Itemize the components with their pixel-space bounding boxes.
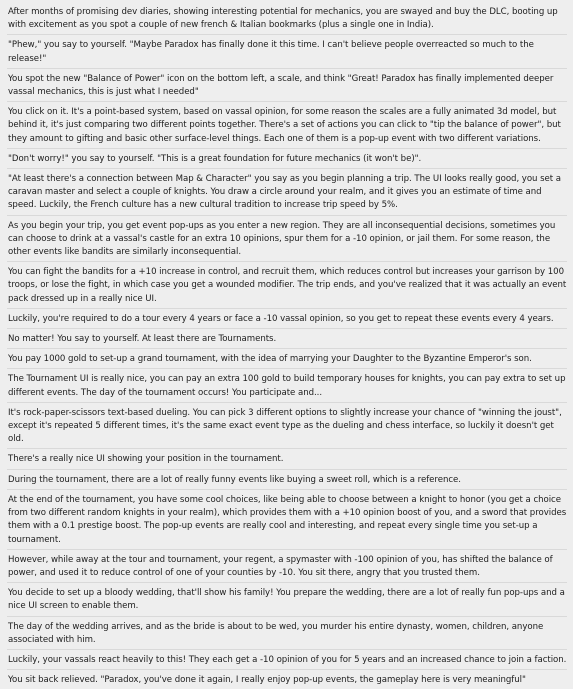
story-paragraph: After months of promising dev diaries, showing interesting potential for mechanics, you are swayed and buy the DLC, booting up with excitement as you spot a couple of new french & Italian bookmarks (plus a single one in India). (7, 6, 567, 35)
story-paragraph: As you begin your trip, you get event pop-ups as you enter a new region. They are all inconsequential decisions, sometimes you can choose to drink at a vassal's castle for an extra 10 opinions, spur them for a -10 opinion, or jail them. For some reason, the other events like bandits are similarly inconsequential. (7, 220, 567, 263)
story-paragraph: The day of the wedding arrives, and as the bride is about to be wed, you murder his entire dynasty, women, children, anyone associated with him. (7, 621, 567, 650)
story-paragraph: It's rock-paper-scissors text-based dueling. You can pick 3 different options to slightly increase your chance of "winning the joust", except it's repeated 5 different times, it's the same exact event type as the dueling and chess interface, so luckily it doesn't get old. (7, 407, 567, 450)
story-paragraph: "Don't worry!" you say to yourself. "This is a great foundation for future mechanics (it won't be)". (7, 153, 567, 169)
story-paragraph: At the end of the tournament, you have some cool choices, like being able to choose between a knight to honor (you get a choice from two different random knights in your realm), which provides them with a +10 opinion boost of you, and a sword that provides them with a 0.1 prestige boost. The pop-up events are really cool and interesting, and repeat every single time you set-up a tournament. (7, 494, 567, 550)
story-paragraph: However, while away at the tour and tournament, your regent, a spymaster with -100 opinion of you, has shifted the balance of power, and used it to reduce control of one of your counties by -10. You sit there, angry that you trusted them. (7, 554, 567, 583)
story-paragraph: Luckily, you're required to do a tour every 4 years or face a -10 vassal opinion, so you get to repeat these events every 4 years. (7, 313, 567, 329)
story-paragraph: During the tournament, there are a lot of really funny events like buying a sweet roll, which is a reference. (7, 474, 567, 490)
story-paragraph: "At least there's a connection between Map & Character" you say as you begin planning a trip. The UI looks really good, you set a caravan master and select a couple of knights. You draw a circle around your realm, and it gives you an estimate of time and speed. Luckily, the French culture has a new cultural tradition to increase trip speed by 5%. (7, 173, 567, 216)
story-paragraph: There's a really nice UI showing your position in the tournament. (7, 453, 567, 469)
story-paragraph: You spot the new "Balance of Power" icon on the bottom left, a scale, and think "Great! Paradox has finally implemented deeper vassal mechanics, this is just what I needed" (7, 73, 567, 102)
story-paragraph: You decide to set up a bloody wedding, that'll show his family! You prepare the wedding, there are a lot of really fun pop-ups and a nice UI screen to enable them. (7, 587, 567, 616)
story-paragraph: The Tournament UI is really nice, you can pay an extra 100 gold to build temporary houses for knights, you can pay extra to set up different events. The day of the tournament occurs! You participate and... (7, 373, 567, 402)
story-paragraph: You sit back relieved. "Paradox, you've done it again, I really enjoy pop-up events, the gameplay here is very meaningful" (8, 675, 526, 686)
story-paragraph: No matter! You say to yourself. At least there are Tournaments. (7, 333, 567, 349)
story-paragraph: "Phew," you say to yourself. "Maybe Paradox has finally done it this time. I can't believe people overreacted so much to the release!" (7, 39, 567, 68)
story-paragraph: You pay 1000 gold to set-up a grand tournament, with the idea of marrying your Daughter to the Byzantine Emperor's son. (7, 353, 567, 369)
story-paragraph: Luckily, your vassals react heavily to this! They each get a -10 opinion of you for 5 years and an increased chance to join a faction. (7, 654, 567, 670)
story-paragraph: You can fight the bandits for a +10 increase in control, and recruit them, which reduces control but increases your garrison by 100 troops, or lose the fight, in which case you get a wounded modifier. The trip ends, and you've realized that it was actually an event pack dressed up in a really nice UI. (7, 266, 567, 309)
story-paragraph: You click on it. It's a point-based system, based on vassal opinion, for some reason the scales are a fully animated 3d model, but behind it, it's just comparing two different points together. There's a set of actions you can click to "tip the balance of power", but they amount to gifting and basic other surface-level things. Each one of them is a pop-up event with two different variations. (7, 106, 567, 149)
